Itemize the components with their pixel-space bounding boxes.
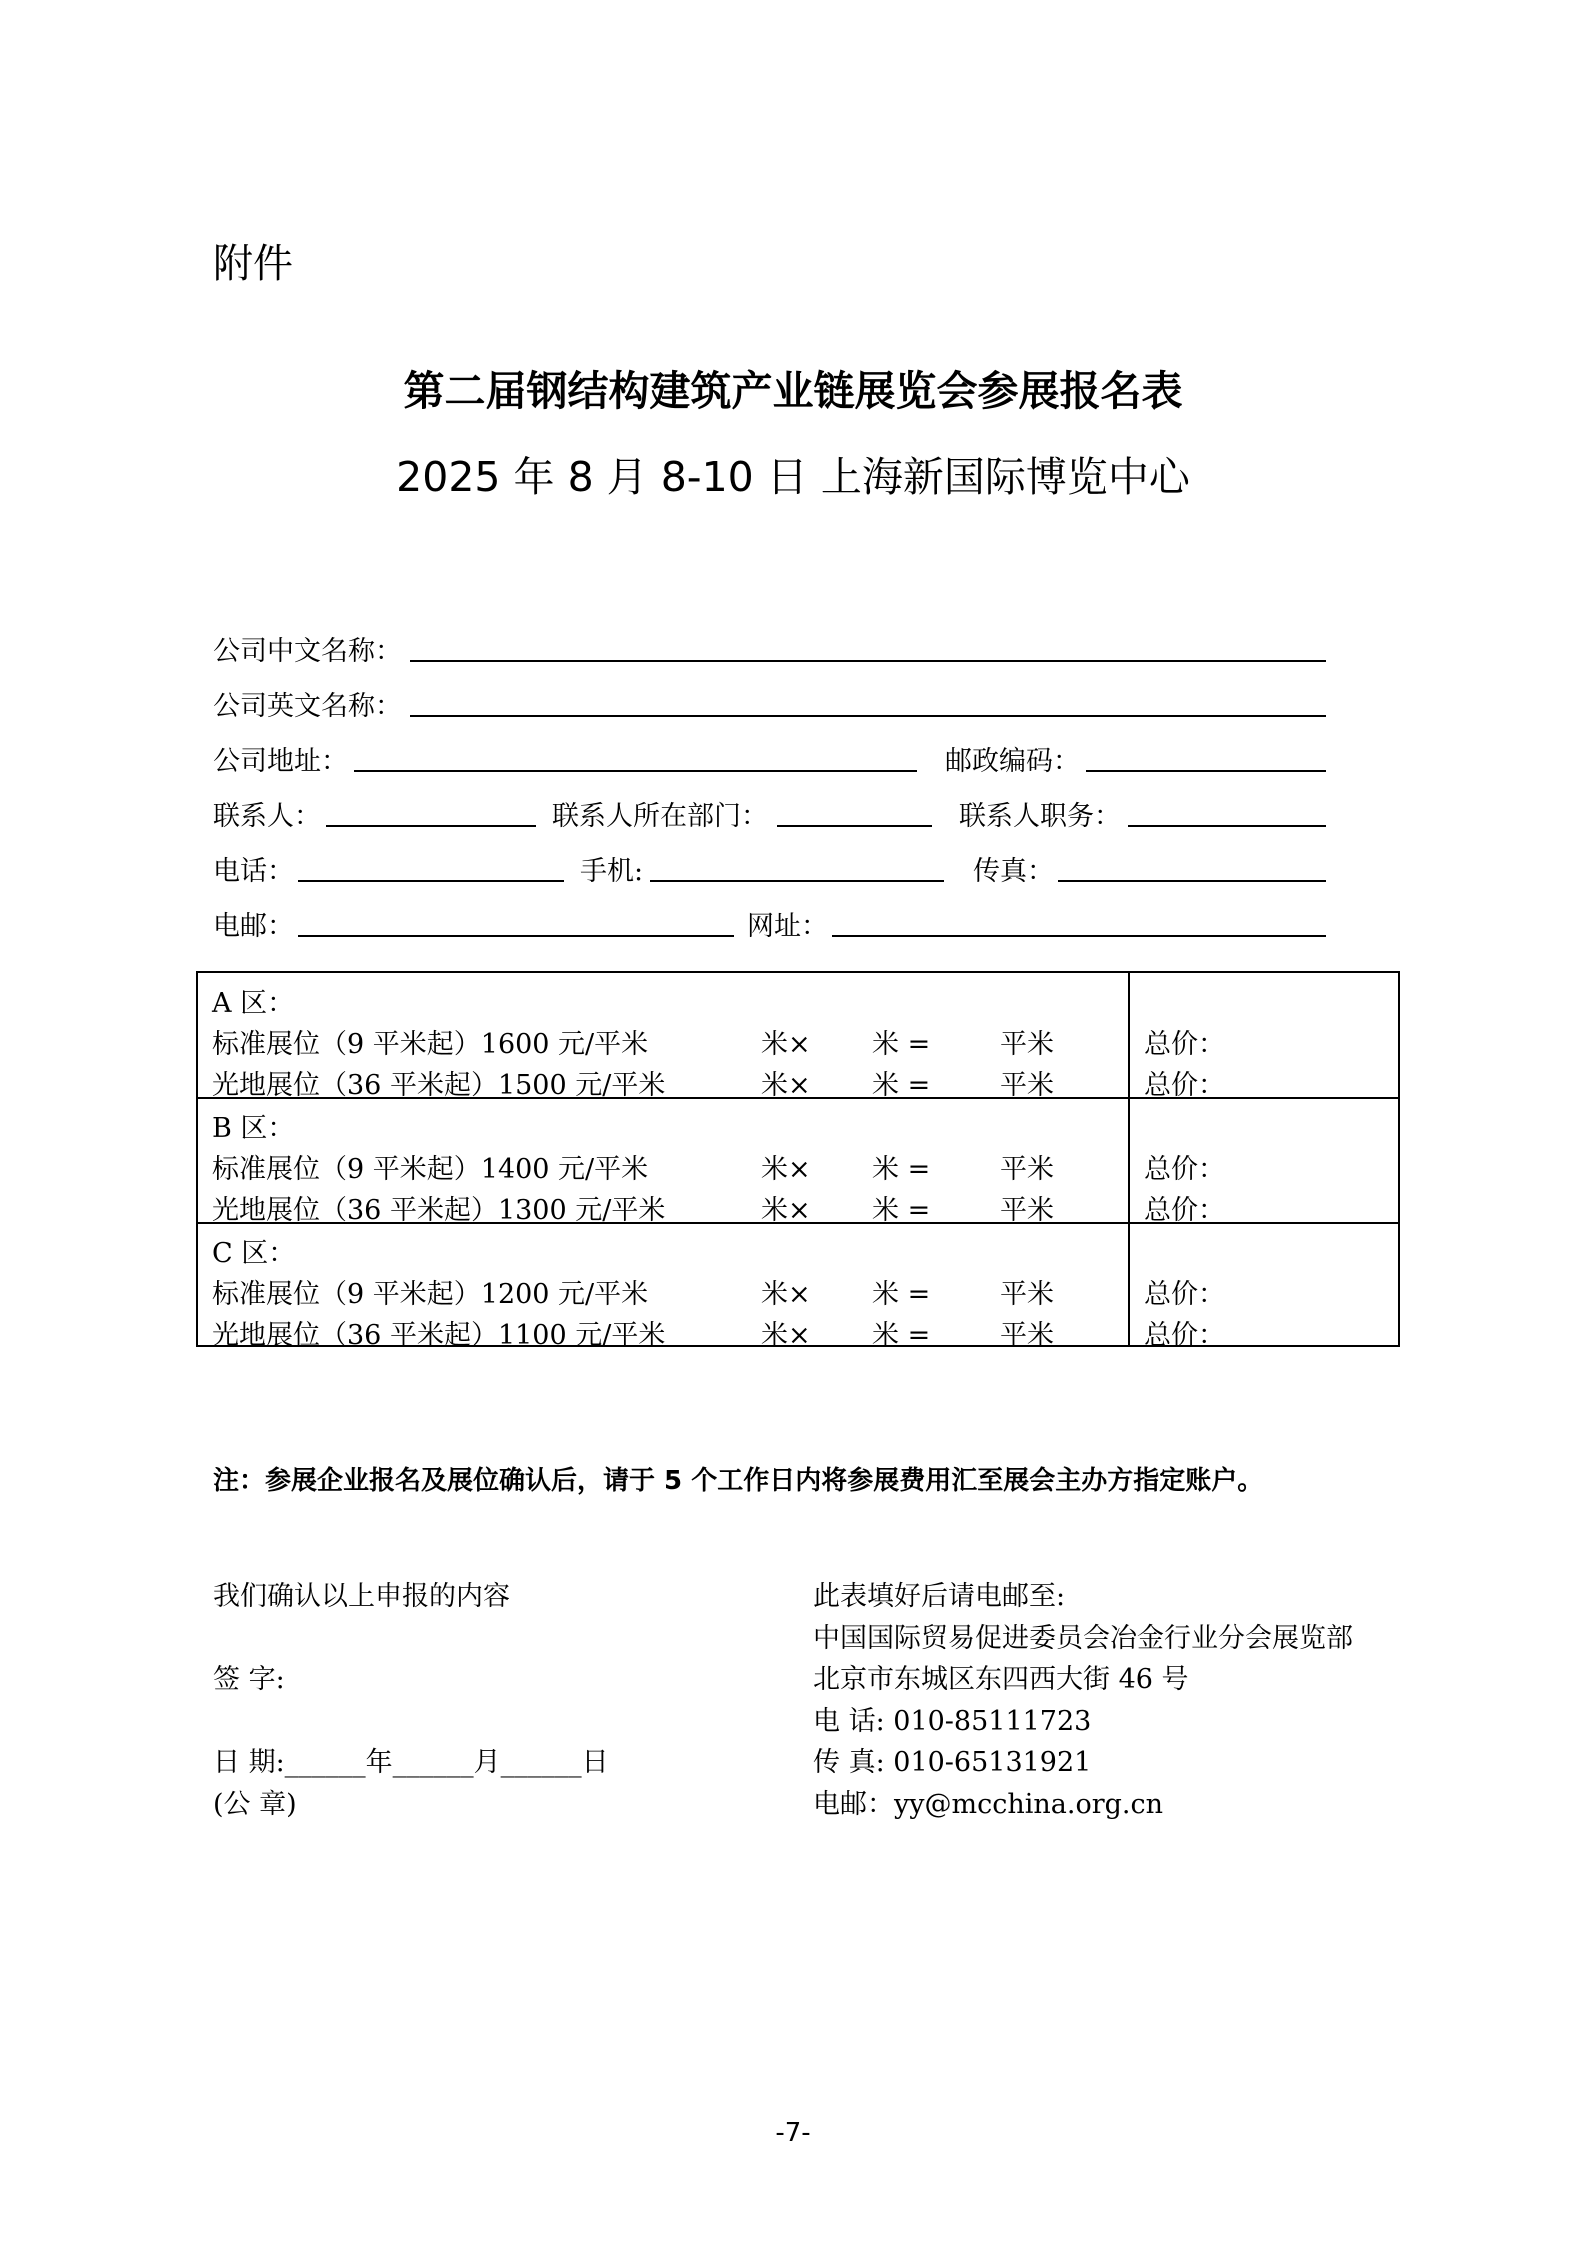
- department-label: 联系人所在部门：: [552, 801, 768, 832]
- fax-field[interactable]: [1058, 880, 1326, 882]
- zone-a-standard-item: 标准展位（9 平米起）1600 元/平米: [212, 1029, 649, 1060]
- page-number: -7-: [775, 2118, 811, 2148]
- seal-label: (公 章): [213, 1789, 297, 1820]
- zone-b-standard-sqm: 平米: [1000, 1154, 1054, 1185]
- send-to-address: 北京市东城区东四西大街 46 号: [813, 1664, 1189, 1695]
- address-label: 公司地址：: [213, 746, 348, 777]
- table-column-divider: [1128, 973, 1130, 1345]
- zone-c-standard-item: 标准展位（9 平米起）1200 元/平米: [212, 1279, 649, 1310]
- fax-label: 传真：: [973, 856, 1054, 887]
- department-field[interactable]: [777, 825, 932, 827]
- email-field[interactable]: [298, 935, 734, 937]
- position-label: 联系人职务：: [959, 801, 1121, 832]
- form-title: 第二届钢结构建筑产业链展览会参展报名表: [403, 367, 1183, 415]
- send-to-org: 中国国际贸易促进委员会冶金行业分会展览部: [813, 1623, 1353, 1654]
- company-en-field[interactable]: [410, 715, 1326, 717]
- company-cn-field[interactable]: [410, 660, 1326, 662]
- position-field[interactable]: [1128, 825, 1326, 827]
- send-to-fax: 传 真: 010-65131921: [813, 1747, 1092, 1778]
- zone-a-title: A 区：: [212, 988, 295, 1019]
- zone-c-standard-m2: 米 =: [872, 1279, 931, 1310]
- zone-c-raw-total: 总价：: [1144, 1320, 1225, 1351]
- zone-b-raw-item: 光地展位（36 平米起）1300 元/平米: [212, 1195, 666, 1226]
- zone-a-raw-item: 光地展位（36 平米起）1500 元/平米: [212, 1070, 666, 1101]
- phone-field[interactable]: [298, 880, 564, 882]
- company-cn-label: 公司中文名称：: [213, 636, 402, 667]
- zone-a-raw-total: 总价：: [1144, 1070, 1225, 1101]
- zone-c-standard-total: 总价：: [1144, 1279, 1225, 1310]
- zone-b-standard-total: 总价：: [1144, 1154, 1225, 1185]
- event-date-venue: 2025 年 8 月 8-10 日 上海新国际博览中心: [396, 453, 1190, 501]
- company-en-label: 公司英文名称：: [213, 691, 402, 722]
- zone-a-standard-m1: 米×: [761, 1029, 811, 1060]
- postcode-label: 邮政编码：: [945, 746, 1080, 777]
- signature-label: 签 字:: [213, 1664, 285, 1695]
- contact-field[interactable]: [326, 825, 536, 827]
- zone-c-raw-m1: 米×: [761, 1320, 811, 1351]
- annex-label: 附件: [213, 241, 293, 287]
- mobile-label: 手机:: [580, 856, 644, 887]
- website-label: 网址：: [747, 911, 828, 942]
- zone-a-standard-sqm: 平米: [1000, 1029, 1054, 1060]
- email-label: 电邮：: [213, 911, 294, 942]
- zone-a-standard-total: 总价：: [1144, 1029, 1225, 1060]
- send-to-email[interactable]: 电邮：yy@mcchina.org.cn: [813, 1789, 1163, 1820]
- zone-b-raw-total: 总价：: [1144, 1195, 1225, 1226]
- zone-c-standard-sqm: 平米: [1000, 1279, 1054, 1310]
- zone-b-title: B 区：: [212, 1113, 295, 1144]
- zone-b-raw-m2: 米 =: [872, 1195, 931, 1226]
- mobile-field[interactable]: [650, 880, 944, 882]
- zone-b-standard-m1: 米×: [761, 1154, 811, 1185]
- zone-b-standard-item: 标准展位（9 平米起）1400 元/平米: [212, 1154, 649, 1185]
- zone-c-title: C 区：: [212, 1238, 296, 1269]
- zone-a-raw-sqm: 平米: [1000, 1070, 1054, 1101]
- phone-label: 电话：: [213, 856, 294, 887]
- zone-c-raw-item: 光地展位（36 平米起）1100 元/平米: [212, 1320, 666, 1351]
- zone-c-standard-m1: 米×: [761, 1279, 811, 1310]
- booth-pricing-table: [196, 971, 1400, 1351]
- zone-a-raw-m2: 米 =: [872, 1070, 931, 1101]
- zone-b-raw-m1: 米×: [761, 1195, 811, 1226]
- zone-a-standard-m2: 米 =: [872, 1029, 931, 1060]
- zone-a-raw-m1: 米×: [761, 1070, 811, 1101]
- zone-b-standard-m2: 米 =: [872, 1154, 931, 1185]
- website-field[interactable]: [832, 935, 1326, 937]
- confirm-statement: 我们确认以上申报的内容: [213, 1581, 510, 1612]
- zone-c-raw-sqm: 平米: [1000, 1320, 1054, 1351]
- send-to-intro: 此表填好后请电邮至:: [813, 1581, 1066, 1612]
- zone-c-raw-m2: 米 =: [872, 1320, 931, 1351]
- contact-label: 联系人：: [213, 801, 321, 832]
- date-label: 日 期:______年______月______日: [213, 1747, 609, 1778]
- payment-note: 注：参展企业报名及展位确认后，请于 5 个工作日内将参展费用汇至展会主办方指定账户。: [213, 1466, 1264, 1496]
- address-field[interactable]: [354, 770, 917, 772]
- postcode-field[interactable]: [1086, 770, 1326, 772]
- send-to-phone: 电 话: 010-85111723: [813, 1706, 1092, 1737]
- zone-b-raw-sqm: 平米: [1000, 1195, 1054, 1226]
